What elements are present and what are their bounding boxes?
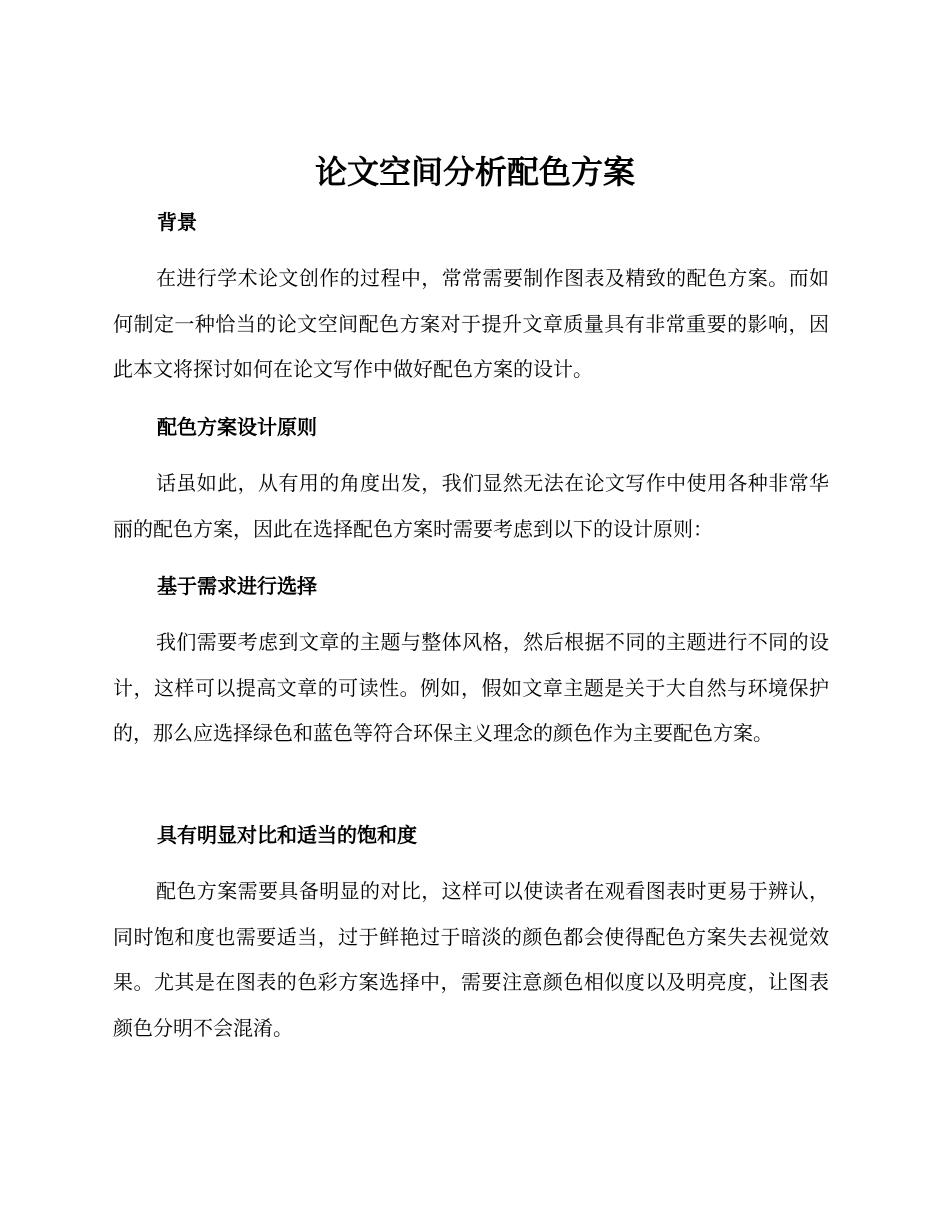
section-heading-needs-based-selection: 基于需求进行选择 — [157, 574, 317, 598]
section-heading-design-principles: 配色方案设计原则 — [157, 415, 317, 439]
section-body-design-principles: 话虽如此，从有用的角度出发，我们显然无法在论文写作中使用各种非常华丽的配色方案，因此在选择配色方案时需要考虑到以下的设计原则： — [113, 471, 829, 541]
section-body-needs-based-selection: 我们需要考虑到文章的主题与整体风格，然后根据不同的主题进行不同的设计，这样可以提高文章的可读性。例如，假如文章主题是关于大自然与环境保护的，那么应选择绿色和蓝色等符合环保主义理念的颜色作为主要配色方案。 — [113, 630, 829, 745]
section-heading-contrast-saturation: 具有明显对比和适当的饱和度 — [157, 823, 417, 847]
section-heading-background: 背景 — [157, 210, 197, 234]
section-body-background: 在进行学术论文创作的过程中，常常需要制作图表及精致的配色方案。而如何制定一种恰当的论文空间配色方案对于提升文章质量具有非常重要的影响，因此本文将探讨如何在论文写作中做好配色方案的设计。 — [113, 266, 829, 381]
document-title: 论文空间分析配色方案 — [314, 153, 635, 191]
section-body-contrast-saturation: 配色方案需要具备明显的对比，这样可以使读者在观看图表时更易于辨认，同时饱和度也需要适当，过于鲜艳过于暗淡的颜色都会使得配色方案失去视觉效果。尤其是在图表的色彩方案选择中，需要注意颜色相似度以及明亮度，让图表颜色分明不会混淆。 — [113, 879, 829, 1040]
